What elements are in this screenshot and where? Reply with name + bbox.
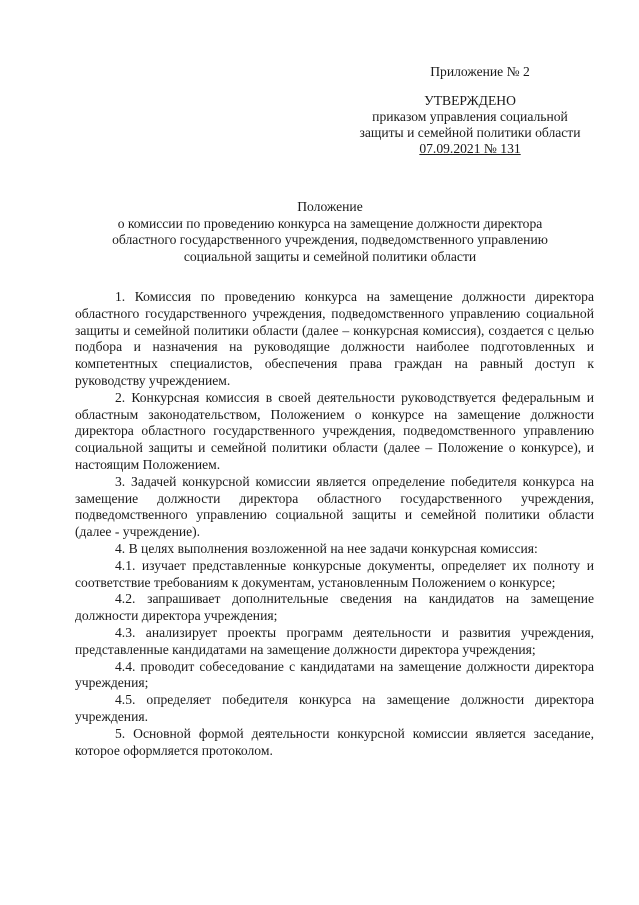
paragraph-5: 5. Основной формой деятельности конкурсной комиссии является заседание, которое оформляется протоколом. xyxy=(75,725,594,758)
paragraph-4-5: 4.5. определяет победителя конкурса на замещение должности директора учреждения. xyxy=(75,692,594,724)
appendix-number: Приложение № 2 xyxy=(430,64,530,79)
paragraph-4-1: 4.1. изучает представленные конкурсные документы, определяет их полноту и соответствие требованиям к документам, установленным Положением о конкурсе; xyxy=(75,557,594,590)
paragraph-1: 1. Комиссия по проведению конкурса на замещение должности директора областного государственного учреждения, подведомственного управлению социальной защиты и семейной политики области (далее – конкурсная комиссия), создается с целью подбора и назначения на руководящие должности наиболее подготовленных и компетентных специалистов, обеспечения права граждан на равный доступ к руководству учреждением. xyxy=(75,289,594,388)
order-line-1: приказом управления социальной xyxy=(372,109,568,124)
paragraph-4-3: 4.3. анализирует проекты программ деятельности и развития учреждения, представленные кандидатами на замещение должности директора учреждения; xyxy=(75,624,594,657)
title-line-2: областного государственного учреждения, подведомственного управлению xyxy=(112,232,548,247)
approved-stamp-text: УТВЕРЖДЕНО xyxy=(424,93,516,108)
title-line-3: социальной защиты и семейной политики области xyxy=(183,248,477,264)
document-body xyxy=(75,289,594,759)
paragraph-4-2: 4.2. запрашивает дополнительные сведения на кандидатов на замещение должности директора учреждения; xyxy=(75,591,594,624)
approval-header xyxy=(330,64,610,157)
title-line-1: о комиссии по проведению конкурса на замещение должности директора xyxy=(117,215,543,231)
paragraph-2: 2. Конкурсная комиссия в своей деятельности руководствуется федеральным и областным законодательством, Положением о конкурсе на замещение должности директора областного государственного учреждения, подведомственного управлению социальной защиты и семейной политики области (далее – Положение о конкурсе), и настоящим Положением. xyxy=(75,389,594,472)
paragraph-4-4: 4.4. проводит собеседование с кандидатами на замещение должности директора учреждения; xyxy=(75,658,594,691)
order-date-number: 07.09.2021 № 131 xyxy=(419,141,521,156)
document-title xyxy=(60,199,600,265)
title-heading: Положение xyxy=(297,199,363,214)
order-line-2: защиты и семейной политики области xyxy=(359,125,581,140)
paragraph-4: 4. В целях выполнения возложенной на нее задачи конкурсная комиссия: xyxy=(115,540,538,556)
paragraph-3: 3. Задачей конкурсной комиссии является определение победителя конкурса на замещение должности директора областного государственного учреждения, подведомственного управлению социальной защиты и семейной политики области (далее - учреждение). xyxy=(75,473,594,540)
